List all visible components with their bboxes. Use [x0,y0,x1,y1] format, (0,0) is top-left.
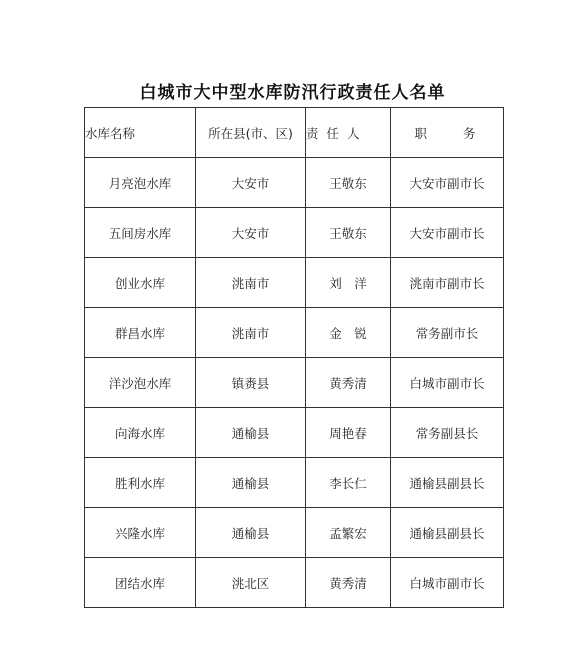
cell-position: 大安市副市长 [391,208,504,258]
cell-person: 黄秀清 [306,358,391,408]
header-reservoir-name: 水库名称 [85,108,196,158]
cell-reservoir: 月亮泡水库 [85,158,196,208]
cell-person: 黄秀清 [306,558,391,608]
cell-county: 通榆县 [196,408,306,458]
cell-position: 白城市副市长 [391,358,504,408]
table-row [85,258,504,308]
cell-reservoir: 兴隆水库 [85,508,196,558]
cell-county: 大安市 [196,158,306,208]
header-county: 所在县(市、区) [196,108,306,158]
cell-position: 大安市副市长 [391,158,504,208]
header-position: 职 务 [391,108,504,158]
table-row [85,558,504,608]
cell-county: 镇赉县 [196,358,306,408]
cell-person: 金 锐 [306,308,391,358]
cell-person: 王敬东 [306,158,391,208]
cell-reservoir: 群昌水库 [85,308,196,358]
table-row [85,508,504,558]
cell-position: 常务副市长 [391,308,504,358]
cell-reservoir: 创业水库 [85,258,196,308]
cell-county: 洮南市 [196,308,306,358]
cell-person: 刘 洋 [306,258,391,308]
table-header-row [85,108,504,158]
cell-person: 李长仁 [306,458,391,508]
page-title: 白城市大中型水库防汛行政责任人名单 [139,83,446,103]
cell-reservoir: 胜利水库 [85,458,196,508]
cell-position: 通榆县副县长 [391,458,504,508]
table-row [85,208,504,258]
cell-position: 洮南市副市长 [391,258,504,308]
cell-county: 洮北区 [196,558,306,608]
header-responsible-person: 责 任 人 [306,108,391,158]
cell-position: 白城市副市长 [391,558,504,608]
cell-reservoir: 洋沙泡水库 [85,358,196,408]
cell-county: 洮南市 [196,258,306,308]
cell-reservoir: 向海水库 [85,408,196,458]
responsible-persons-table [84,107,504,608]
cell-person: 周艳春 [306,408,391,458]
cell-person: 孟繁宏 [306,508,391,558]
table-row [85,408,504,458]
cell-county: 通榆县 [196,458,306,508]
cell-position: 常务副县长 [391,408,504,458]
cell-position: 通榆县副县长 [391,508,504,558]
table-row [85,358,504,408]
cell-reservoir: 团结水库 [85,558,196,608]
cell-county: 大安市 [196,208,306,258]
cell-reservoir: 五间房水库 [85,208,196,258]
cell-person: 王敬东 [306,208,391,258]
cell-county: 通榆县 [196,508,306,558]
table-row [85,458,504,508]
table-row [85,308,504,358]
table-row [85,158,504,208]
